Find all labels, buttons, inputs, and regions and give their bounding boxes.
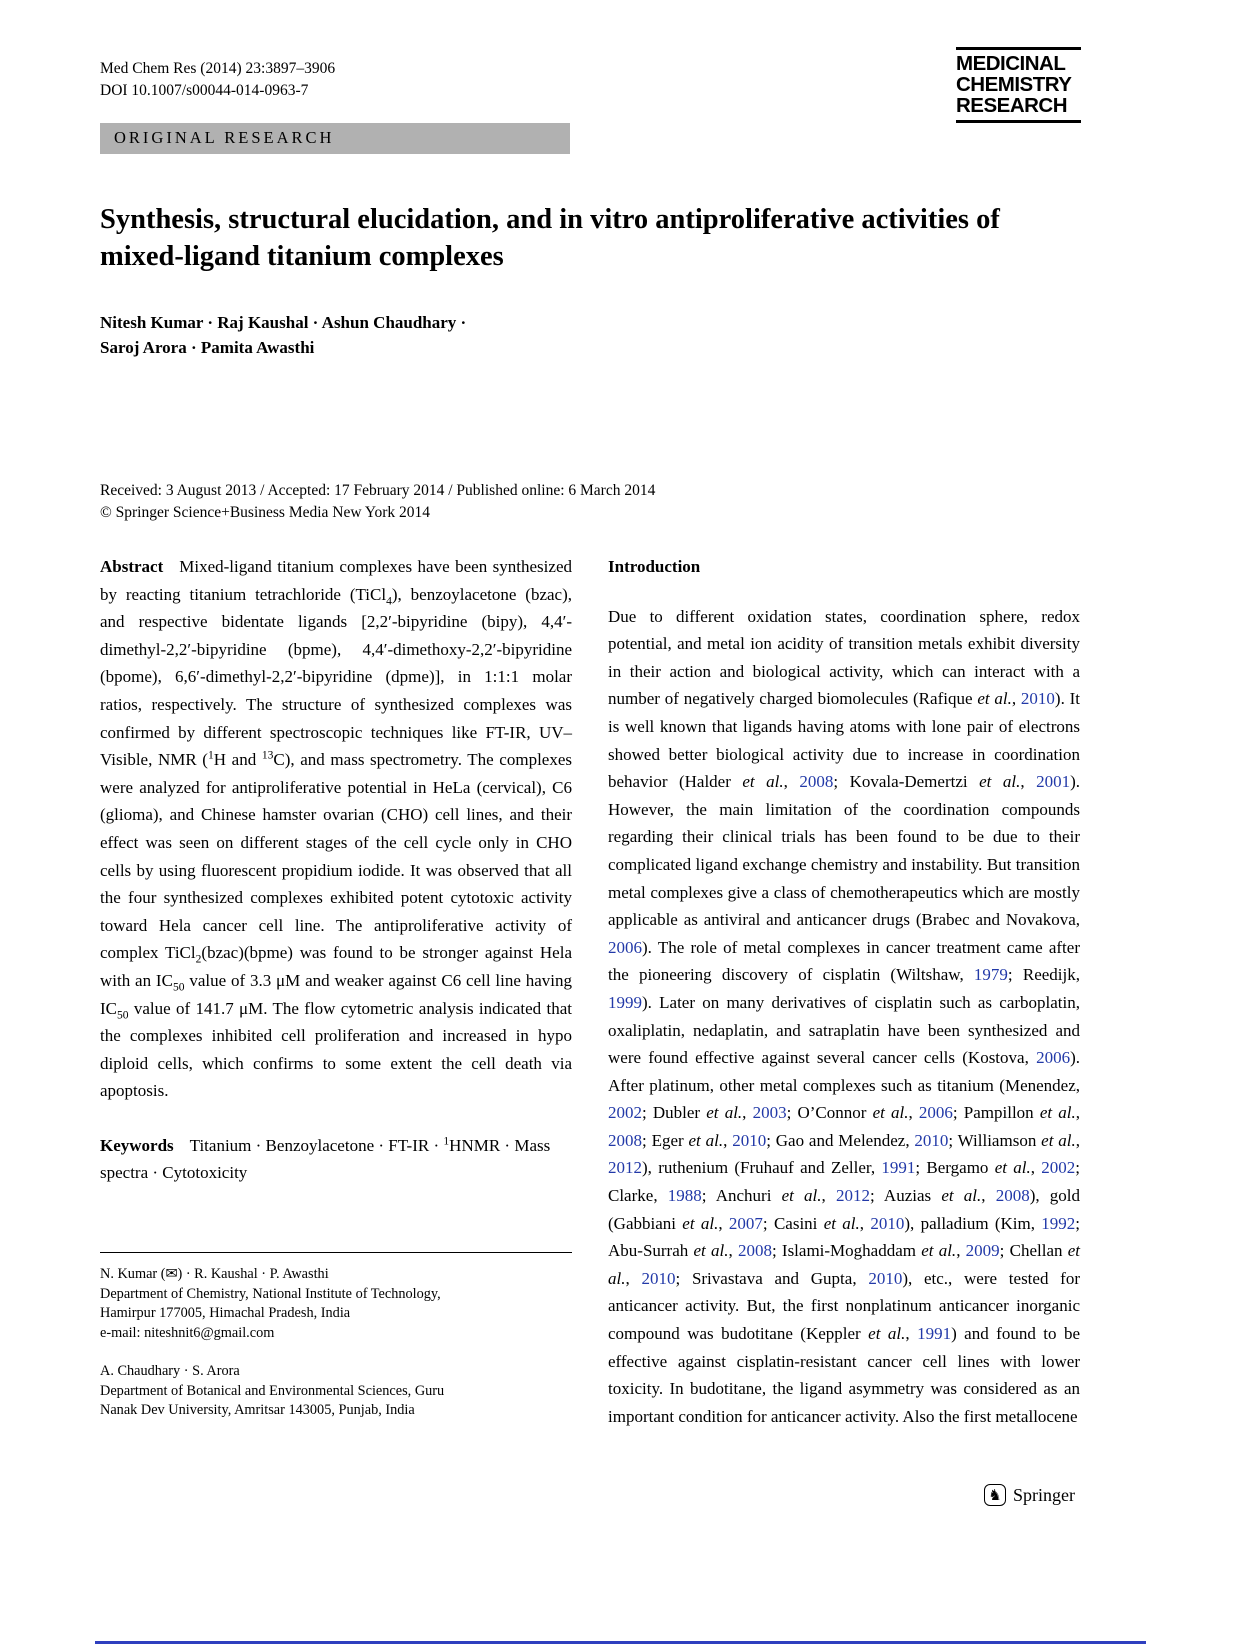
citation-year-link[interactable]: 2010 <box>641 1268 676 1288</box>
journal-citation: Med Chem Res (2014) 23:3897–3906 <box>100 60 336 77</box>
copyright-line: © Springer Science+Business Media New York 2014 <box>100 504 431 521</box>
citation-year-link[interactable]: 2007 <box>728 1213 763 1233</box>
correspondence-footnotes <box>100 1252 572 1421</box>
citation-year-link[interactable]: 2002 <box>1041 1158 1076 1178</box>
knight-glyph: ♞ <box>988 1487 1002 1504</box>
journal-logo-line-3: RESEARCH <box>956 94 1068 117</box>
footnote-affiliation-line: Department of Botanical and Environmental Sciences, Guru <box>100 1382 445 1399</box>
keywords-paragraph <box>100 1132 572 1187</box>
page-bottom-rule <box>95 1641 1146 1644</box>
abstract-label: Abstract <box>100 557 164 576</box>
keywords-label: Keywords <box>100 1135 174 1155</box>
article-title: Synthesis, structural elucidation, and in vitro antiproliferative activities of mixed-ligand titanium complexes <box>100 204 1000 272</box>
header-citation-block <box>100 58 335 102</box>
citation-year-link[interactable]: 1979 <box>973 965 1008 985</box>
abstract-text: Mixed-ligand titanium complexes have been synthesized by reacting titanium tetrachloride (TiCl$_4$), benzoylacetone (bzac), and respective bidentate ligands [2,2′-bipyridine (bipy), 4,4′-dimethyl-2,2′-bipyridine (bpme), 4,4′-dimethoxy-2,2′-bipyridine (bpome), 6,6′-dimethyl-2,2′-bipyridine (dpme)], in 1:1:1 molar ratios, respectively. The structure of synthesized complexes was confirmed by different spectroscopic techniques like FT-IR, UV–Visible, NMR ($^1$H and $^{13}$C), and mass spectrometry. The complexes were analyzed for antiproliferative potential in HeLa (cervical), C6 (glioma), and Chinese hamster ovarian (CHO) cell lines, and their effect was seen on different stages of the cell cycle only in CHO cells by using fluorescent propidium iodide. It was observed that all the four synthesized complexes exhibited potent cytotoxic activity toward Hela cancer cell line. The antiproliferative activity of complex TiCl$_2$(bzac)(bpme) was found to be stronger against Hela with an $IC_{50}$ value of 3.3 μM and weaker against C6 cell line having $IC_{50}$ value of 141.7 μM. The flow cytometric analysis indicated that the complexes inhibited cell proliferation and increased in hypo diploid cells, which confirms to some extent the cell death via apoptosis. <box>100 557 573 1101</box>
citation-year-link[interactable]: 2001 <box>1036 772 1071 792</box>
springer-knight-icon <box>984 1484 1006 1506</box>
journal-logo-line-2: CHEMISTRY <box>956 73 1072 96</box>
footnote-author-line: N. Kumar (✉) · R. Kaushal · P. Awasthi <box>100 1266 329 1282</box>
footnote-email-line[interactable]: e-mail: niteshnit6@gmail.com <box>100 1324 275 1341</box>
introduction-heading: Introduction <box>608 557 701 576</box>
citation-year-link[interactable]: 2008 <box>737 1241 772 1261</box>
citation-year-link[interactable]: 2010 <box>914 1130 949 1150</box>
introduction-text: Due to different oxidation states, coordination sphere, redox potential, and metal ion acidity of transition metals exhibit diversity in their action and biological activity, which can interact with a number of negatively charged biomolecules (Rafique et al., 2010). It is well known that ligands having atoms with lone pair of electrons showed better biological activity due to increase in coordination behavior (Halder et al., 2008; Kovala-Demertzi et al., 2001). However, the main limitation of the coordination compounds regarding their clinical trials has been found to be due to their complicated ligand exchange chemistry and instability. But transition metal complexes give a class of chemotherapeutics which are mostly applicable as antiviral and anticancer drugs (Brabec and Novakova, 2006). The role of metal complexes in cancer treatment came after the pioneering discovery of cisplatin (Wiltshaw, 1979; Reedijk, 1999). Later on many derivatives of cisplatin such as carboplatin, oxaliplatin, nedaplatin, and satraplatin have been synthesized and were found effective against several cancer cells (Kostova, 2006). After platinum, other metal complexes such as titanium (Menendez, 2002; Dubler et al., 2003; O’Connor et al., 2006; Pampillon et al., 2008; Eger et al., 2010; Gao and Melendez, 2010; Williamson et al., 2012), ruthenium (Fruhauf and Zeller, 1991; Bergamo et al., 2002; Clarke, 1988; Anchuri et al., 2012; Auzias et al., 2008), gold (Gabbiani et al., 2007; Casini et al., 2010), palladium (Kim, 1992; Abu-Surrah et al., 2008; Islami-Moghaddam et al., 2009; Chellan et al., 2010; Srivastava and Gupta, 2010), etc., were tested for anticancer activity. But, the first nonplatinum anticancer inorganic compound was budotitane (Keppler et al., 1991) and found to be effective against cisplatin-resistant cancer cell lines with lower toxicity. In budotitane, the ligand asymmetry was considered as an important condition for anticancer activity. Also the first metallocene <box>608 606 1081 1426</box>
keywords-text: Titanium · Benzoylacetone · FT-IR · $^1$HNMR · Mass spectra · Cytotoxicity <box>100 1134 551 1183</box>
footnote-block-2 <box>100 1362 572 1421</box>
citation-year-link[interactable]: 2006 <box>608 937 642 957</box>
footnote-affiliation-line: Department of Chemistry, National Institute of Technology, <box>100 1285 441 1302</box>
citation-year-link[interactable]: 2006 <box>1036 1048 1071 1068</box>
authors-line-2: Saroj Arora · Pamita Awasthi <box>100 338 315 357</box>
citation-year-link[interactable]: 2008 <box>608 1130 642 1150</box>
citation-year-link[interactable]: 2012 <box>608 1158 642 1178</box>
journal-logo <box>956 47 1081 123</box>
citation-year-link[interactable]: 2010 <box>732 1130 767 1150</box>
authors-line-1: Nitesh Kumar · Raj Kaushal · Ashun Chaudhary · <box>100 313 467 332</box>
doi-line: DOI 10.1007/s00044-014-0963-7 <box>100 82 309 99</box>
citation-year-link[interactable]: 2002 <box>608 1103 642 1123</box>
section-banner <box>100 123 570 154</box>
citation-year-link[interactable]: 1988 <box>667 1186 702 1206</box>
springer-logo <box>984 1484 1075 1506</box>
footnote-author-line: A. Chaudhary · S. Arora <box>100 1363 240 1379</box>
footnote-affiliation-line: Hamirpur 177005, Himachal Pradesh, India <box>100 1305 351 1321</box>
citation-year-link[interactable]: 2008 <box>995 1186 1030 1206</box>
citation-year-link[interactable]: 1992 <box>1041 1213 1076 1233</box>
left-column <box>100 553 572 1187</box>
journal-logo-line-1: MEDICINAL <box>956 52 1066 75</box>
springer-wordmark: Springer <box>1013 1484 1075 1505</box>
citation-year-link[interactable]: 2010 <box>868 1268 903 1288</box>
citation-year-link[interactable]: 1991 <box>917 1324 952 1344</box>
citation-year-link[interactable]: 1999 <box>608 992 642 1012</box>
citation-year-link[interactable]: 2012 <box>835 1186 870 1206</box>
citation-year-link[interactable]: 2009 <box>965 1241 1000 1261</box>
citation-year-link[interactable]: 2003 <box>752 1103 787 1123</box>
citation-year-link[interactable]: 2008 <box>799 772 834 792</box>
footnote-affiliation-line: Nanak Dev University, Amritsar 143005, Punjab, India <box>100 1402 415 1418</box>
footnote-block-1 <box>100 1265 572 1343</box>
citation-year-link[interactable]: 2010 <box>1020 689 1055 709</box>
citation-year-link[interactable]: 1991 <box>881 1158 916 1178</box>
author-list <box>100 310 466 360</box>
citation-year-link[interactable]: 2010 <box>870 1213 905 1233</box>
citation-year-link[interactable]: 2006 <box>918 1103 953 1123</box>
received-line: Received: 3 August 2013 / Accepted: 17 February 2014 / Published online: 6 March 2014 <box>100 482 656 499</box>
section-banner-label: ORIGINAL RESEARCH <box>114 128 335 147</box>
right-column <box>608 553 1080 1430</box>
abstract-paragraph <box>100 553 572 1105</box>
article-history <box>100 480 655 524</box>
